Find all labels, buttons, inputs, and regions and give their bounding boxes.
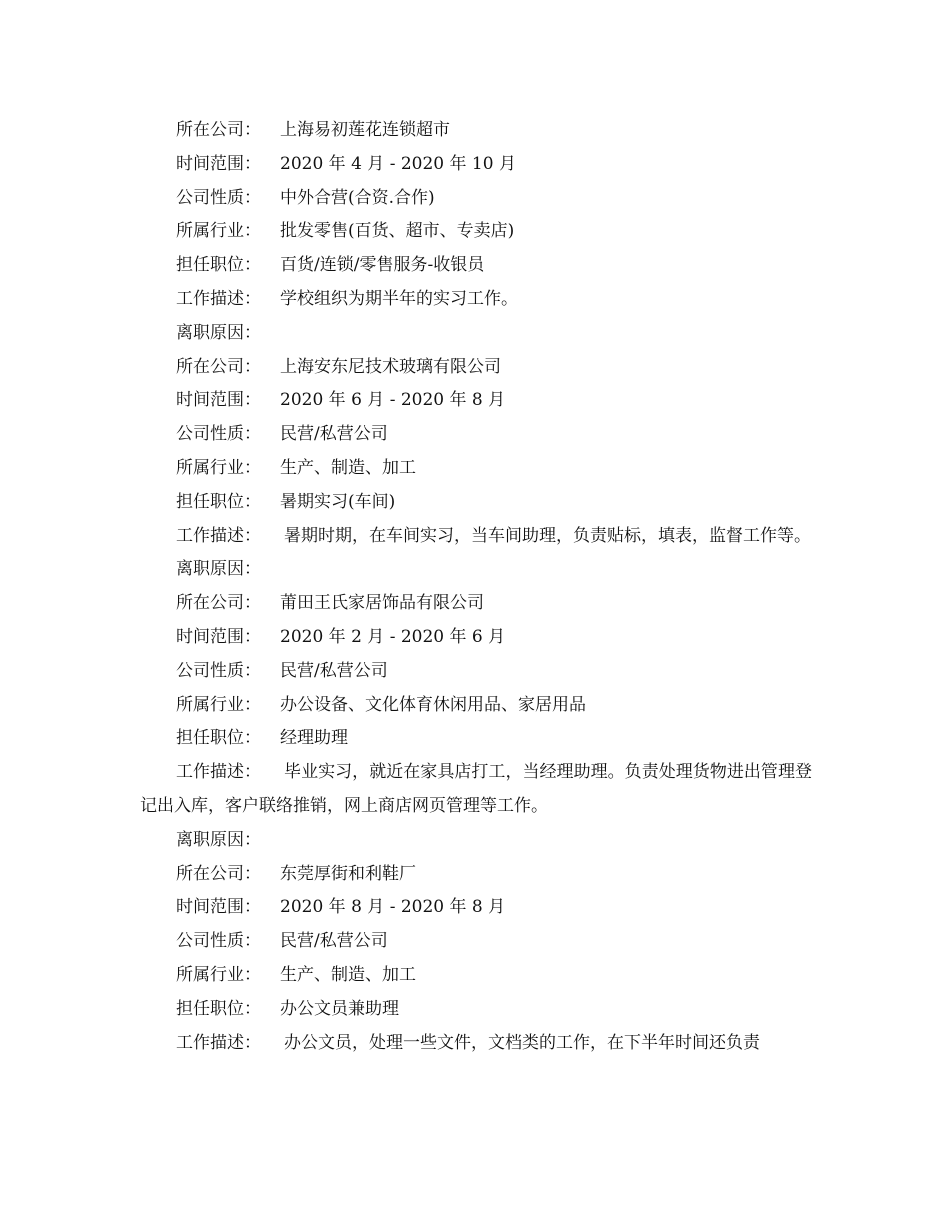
description-paragraph (140, 520, 812, 554)
nature-row (140, 655, 812, 689)
nature-value: 民营/私营公司 (280, 931, 388, 952)
company-label: 所在公司： (176, 120, 261, 140)
period-value: 2020 年 8 月 - 2020 年 8 月 (280, 897, 506, 918)
company-value: 上海易初莲花连锁超市 (280, 120, 450, 140)
position-label: 担任职位： (176, 998, 261, 1019)
description-label: 工作描述： (176, 1032, 261, 1053)
position-value: 办公文员兼助理 (280, 998, 399, 1019)
leave-reason-row (140, 553, 812, 587)
position-row (140, 486, 812, 520)
position-label: 担任职位： (176, 728, 261, 749)
nature-row (140, 418, 812, 452)
leave-reason-row (140, 317, 812, 351)
industry-label: 所属行业： (176, 694, 261, 715)
position-row (140, 249, 812, 283)
leave-reason-label: 离职原因： (176, 322, 261, 343)
company-value: 莆田王氏家居饰品有限公司 (280, 593, 484, 614)
description-value: 办公文员，处理一些文件，文档类的工作，在下半年时间还负责 (284, 1032, 760, 1053)
position-row (140, 993, 812, 1027)
description-value: 毕业实习，就近在家具店打工，当经理助理。负责处理货物进出管理登记出入库，客户联络推销，网上商店网页管理等工作。 (140, 762, 812, 816)
leave-reason-row (140, 824, 812, 858)
leave-reason-label: 离职原因： (176, 829, 261, 850)
nature-label: 公司性质： (176, 187, 261, 208)
description-paragraph (140, 1027, 812, 1061)
company-label: 所在公司： (176, 863, 261, 884)
period-label: 时间范围： (176, 153, 261, 174)
position-row (140, 722, 812, 756)
description-label: 工作描述： (176, 525, 261, 546)
nature-value: 民营/私营公司 (280, 660, 388, 681)
company-row (140, 114, 812, 148)
nature-label: 公司性质： (176, 931, 261, 952)
position-value: 百货/连锁/零售服务-收银员 (280, 255, 485, 276)
position-label: 担任职位： (176, 255, 261, 276)
nature-label: 公司性质： (176, 660, 261, 681)
description-row (140, 283, 812, 317)
period-value: 2020 年 6 月 - 2020 年 8 月 (280, 390, 506, 411)
period-row (140, 148, 812, 182)
company-row (140, 858, 812, 892)
company-value: 东莞厚街和利鞋厂 (280, 863, 416, 884)
industry-label: 所属行业： (176, 457, 261, 478)
position-value: 经理助理 (280, 728, 348, 749)
industry-value: 生产、制造、加工 (280, 457, 416, 478)
nature-label: 公司性质： (176, 424, 261, 445)
industry-row (140, 959, 812, 993)
period-value: 2020 年 2 月 - 2020 年 6 月 (280, 626, 506, 647)
industry-label: 所属行业： (176, 964, 261, 985)
industry-label: 所属行业： (176, 221, 261, 242)
leave-reason-label: 离职原因： (176, 559, 261, 580)
description-label: 工作描述： (176, 762, 261, 783)
company-row (140, 351, 812, 385)
industry-row (140, 215, 812, 249)
period-row (140, 891, 812, 925)
period-label: 时间范围： (176, 897, 261, 918)
nature-row (140, 925, 812, 959)
industry-value: 办公设备、文化体育休闲用品、家居用品 (280, 694, 586, 715)
description-label: 工作描述： (176, 288, 261, 309)
nature-value: 中外合营(合资.合作) (280, 187, 435, 208)
industry-value: 生产、制造、加工 (280, 964, 416, 985)
position-label: 担任职位： (176, 491, 261, 512)
period-label: 时间范围： (176, 390, 261, 411)
description-value: 暑期时期，在车间实习，当车间助理，负责贴标，填表，监督工作等。 (284, 525, 811, 546)
industry-row (140, 689, 812, 723)
nature-row (140, 182, 812, 216)
company-value: 上海安东尼技术玻璃有限公司 (280, 356, 501, 377)
period-value: 2020 年 4 月 - 2020 年 10 月 (280, 153, 516, 174)
period-row (140, 384, 812, 418)
company-row (140, 587, 812, 621)
work-experience-document (140, 114, 812, 1060)
position-value: 暑期实习(车间) (280, 491, 396, 512)
period-row (140, 621, 812, 655)
description-paragraph (140, 756, 812, 824)
industry-row (140, 452, 812, 486)
company-label: 所在公司： (176, 356, 261, 377)
industry-value: 批发零售(百货、超市、专卖店) (280, 221, 515, 242)
description-value: 学校组织为期半年的实习工作。 (280, 288, 518, 309)
period-label: 时间范围： (176, 626, 261, 647)
nature-value: 民营/私营公司 (280, 424, 388, 445)
company-label: 所在公司： (176, 593, 261, 614)
